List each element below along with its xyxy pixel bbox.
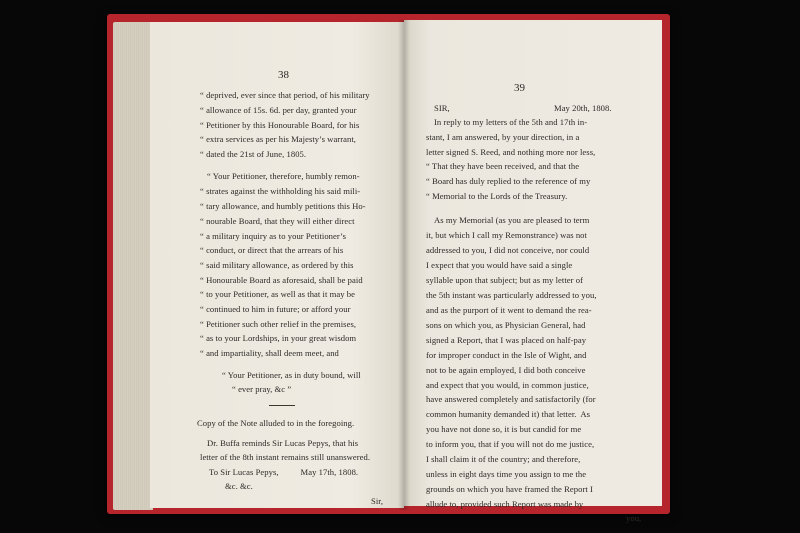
text-line: Dr. Buffa reminds Sir Lucas Pepys, that his: [207, 438, 359, 448]
text-line: to inform you, that if you will not do me justice,: [426, 439, 595, 449]
text-line: and as the purport of it went to demand the rea-: [426, 305, 592, 315]
divider-rule: [269, 405, 295, 406]
text-line: “ ever pray, &c ”: [232, 384, 292, 394]
book-gutter: [398, 20, 410, 510]
text-line: addressed to you, I did not conceive, nor could: [426, 245, 590, 255]
text-line: &c. &c.: [225, 481, 253, 491]
text-line: “ to your Petitioner, as well as that it may be: [200, 289, 355, 299]
page-edges: [113, 22, 153, 510]
text-line: unless in eight days time you assign to me the: [426, 469, 587, 479]
text-line: I expect that you would have said a single: [426, 260, 573, 270]
text-line: for improper conduct in the Isle of Wight, and: [426, 350, 587, 360]
text-line: you have not done so, it is but candid for me: [426, 424, 582, 434]
text-line: As my Memorial (as you are pleased to term: [434, 215, 590, 225]
text-line: “ Memorial to the Lords of the Treasury.: [426, 191, 568, 201]
text-line: To Sir Lucas Pepys, May 17th, 1808.: [209, 467, 359, 477]
salutation: SIR,: [434, 103, 450, 113]
text-line: “ conduct, or direct that the arrears of his: [200, 245, 344, 255]
text-line: “ as to your Lordships, in your great wisdom: [200, 333, 357, 343]
text-line: common humanity demanded it) that letter. As: [426, 409, 591, 419]
text-line: In reply to my letters of the 5th and 17th in-: [434, 117, 588, 127]
page-number-left: 38: [278, 69, 289, 81]
text-line: “ extra services as per his Majesty’s warrant,: [200, 134, 356, 144]
text-line: not to be again employed, I did both conceive: [426, 365, 586, 375]
text-line: “ That they have been received, and that the: [426, 161, 580, 171]
text-line: “ Petitioner by this Honourable Board, for his: [200, 120, 360, 130]
text-line: have answered completely and satisfactorily (for: [426, 394, 596, 404]
page-number-right: 39: [514, 82, 525, 94]
text-line: Copy of the Note alluded to in the foregoing.: [197, 418, 355, 428]
text-line: “ strates against the withholding his said mili-: [200, 186, 361, 196]
text-line: allude to, provided such Report was made by: [426, 499, 584, 509]
text-line: letter signed S. Reed, and nothing more nor less,: [426, 147, 596, 157]
text-line: “ nourable Board, that they will either direct: [200, 216, 355, 226]
text-line: it, but which I call my Remonstrance) was not: [426, 230, 587, 240]
text-line: signed a Report, that I was placed on half-pay: [426, 335, 587, 345]
text-line: and expect that you would, in common justice,: [426, 380, 589, 390]
text-line: “ Honourable Board as aforesaid, shall be paid: [200, 275, 363, 285]
text-line: “ continued to him in future; or afford your: [200, 304, 351, 314]
text-line: I shall claim it of the country; and therefore,: [426, 454, 581, 464]
text-line: “ allowance of 15s. 6d. per day, granted your: [200, 105, 357, 115]
right-page: [404, 20, 662, 523]
text-line: “ Board has duly replied to the reference of my: [426, 176, 591, 186]
text-line: letter of the 8th instant remains still unanswered.: [200, 452, 371, 462]
text-line: you,: [626, 513, 642, 523]
text-line: “ deprived, ever since that period, of his military: [200, 90, 370, 100]
text-line: “ and impartiality, shall deem meet, and: [200, 348, 339, 358]
text-line: “ Petitioner such other relief in the premises,: [200, 319, 357, 329]
text-line: “ said military allowance, as ordered by this: [200, 260, 354, 270]
left-page: [150, 22, 404, 508]
text-line: Sir,: [371, 496, 384, 506]
text-line: “ Your Petitioner, as in duty bound, will: [222, 370, 361, 380]
text-line: “ tary allowance, and humbly petitions this Ho-: [200, 201, 366, 211]
text-line: “ Your Petitioner, therefore, humbly remon-: [207, 171, 360, 181]
text-line: the 5th instant was particularly addressed to you,: [426, 290, 597, 300]
text-line: grounds on which you have framed the Report I: [426, 484, 593, 494]
text-line: “ a military inquiry as to your Petitioner’s: [200, 231, 346, 241]
text-line: sons on which you, as Physician General, had: [426, 320, 586, 330]
text-line: stant, I am answered, by your direction, in a: [426, 132, 580, 142]
letter-date: May 20th, 1808.: [554, 103, 612, 113]
text-line: “ dated the 21st of June, 1805.: [200, 149, 307, 159]
text-line: syllable upon that subject; but as my letter of: [426, 275, 584, 285]
